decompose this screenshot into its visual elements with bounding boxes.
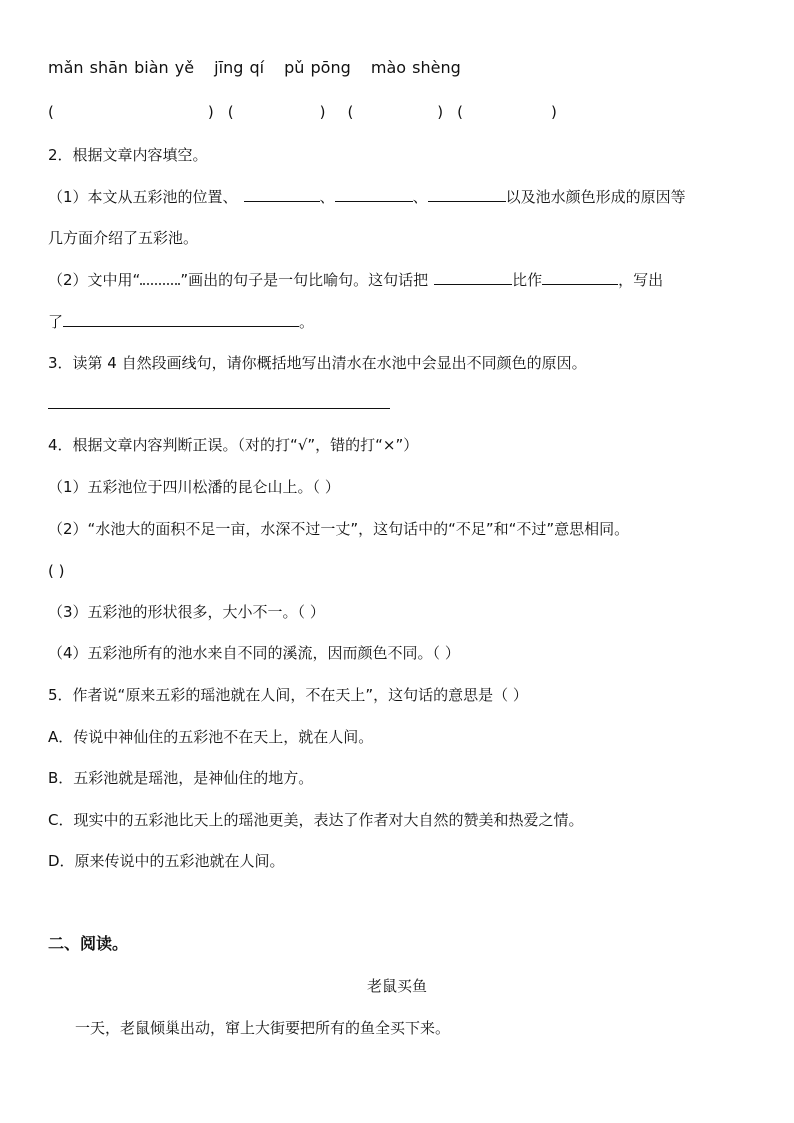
- section-heading: 二、阅读。: [48, 934, 129, 953]
- story-title: 老鼠买鱼: [366, 977, 427, 995]
- paren-close-3: ): [437, 103, 444, 121]
- pinyin-4: mào shèng: [370, 58, 461, 77]
- q2-part2-line1: （2）文中用“ ”画出的句子是一句比喻句。这句话把 比作 ，写出: [48, 271, 664, 289]
- blank-field[interactable]: [335, 186, 413, 202]
- answer-paren-row: [48, 102, 557, 122]
- q5-option-d: D．原来传说中的五彩池就在人间。: [48, 852, 285, 870]
- answer-line[interactable]: [48, 408, 390, 409]
- q4-statement-2-paren: ( ): [48, 562, 65, 580]
- blank-field[interactable]: [542, 269, 618, 285]
- q4-statement-4: （4）五彩池所有的池水来自不同的溪流，因而颜色不同。（ ）: [48, 644, 460, 662]
- q4-statement-1: （1）五彩池位于四川松潘的昆仑山上。（ ）: [48, 478, 340, 496]
- pinyin-3: pǔ pōng: [284, 58, 351, 77]
- blank-field[interactable]: [63, 311, 299, 327]
- pinyin-2: jīng qí: [214, 58, 265, 77]
- paren-open-1: (: [48, 103, 54, 121]
- q3-title: 3．读第 4 自然段画线句，请你概括地写出清水在水池中会显出不同颜色的原因。: [48, 354, 587, 372]
- story-paragraph-1: 一天，老鼠倾巢出动，窜上大街要把所有的鱼全买下来。: [75, 1019, 451, 1037]
- paren-open-3: (: [347, 103, 354, 121]
- paren-close-4: ): [551, 103, 557, 121]
- q2-title: 2．根据文章内容填空。: [48, 146, 208, 164]
- paren-close-1: ): [207, 103, 214, 121]
- q2-part2-line2: 了 。: [48, 313, 315, 331]
- q5-option-c: C．现实中的五彩池比天上的瑶池更美，表达了作者对大自然的赞美和热爱之情。: [48, 811, 584, 829]
- q2-part1-line1: （1）本文从五彩池的位置、 、 、 以及池水颜色形成的原因等: [48, 188, 686, 206]
- q5-option-a: A．传说中神仙住的五彩池不在天上，就在人间。: [48, 728, 374, 746]
- wavy-underline-icon: [140, 271, 180, 285]
- q2-part1-line2: 几方面介绍了五彩池。: [48, 229, 199, 247]
- blank-field[interactable]: [244, 186, 320, 202]
- q4-statement-3: （3）五彩池的形状很多，大小不一。（ ）: [48, 603, 325, 621]
- pinyin-row: [48, 58, 475, 78]
- q4-title: 4．根据文章内容判断正误。（对的打“√”，错的打“×”）: [48, 436, 419, 454]
- paren-close-2: ): [319, 103, 326, 121]
- blank-field[interactable]: [428, 186, 506, 202]
- paren-open-2: (: [227, 103, 234, 121]
- q5-option-b: B．五彩池就是瑶池，是神仙住的地方。: [48, 769, 314, 787]
- blank-field[interactable]: [434, 269, 512, 285]
- paren-open-4: (: [457, 103, 464, 121]
- q5-title: 5．作者说“原来五彩的瑶池就在人间，不在天上”，这句话的意思是（ ）: [48, 686, 528, 704]
- pinyin-1: mǎn shān biàn yě: [48, 58, 195, 77]
- q4-statement-2: （2）“水池大的面积不足一亩，水深不过一丈”，这句话中的“不足”和“不过”意思相同。: [48, 520, 630, 538]
